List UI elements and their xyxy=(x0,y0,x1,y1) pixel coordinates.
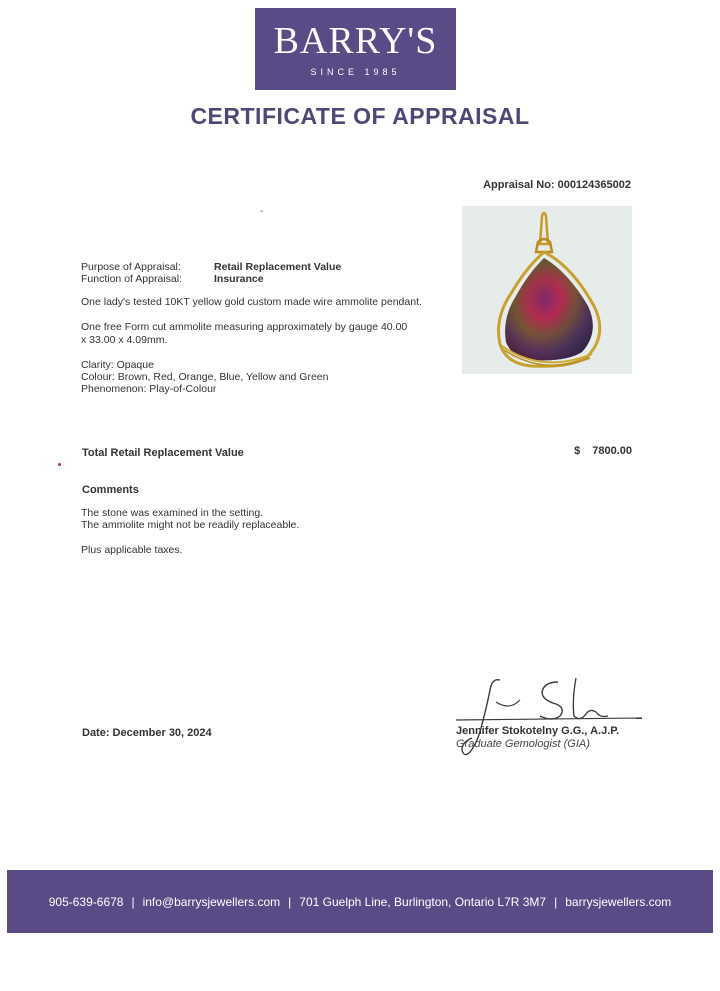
signer-name: Jennifer Stokotelny G.G., A.J.P. xyxy=(456,725,620,737)
signer-title: Graduate Gemologist (GIA) xyxy=(456,738,590,750)
clarity: Clarity: Opaque xyxy=(81,359,154,371)
purpose-label: Purpose of Appraisal: xyxy=(81,261,181,273)
appraisal-date: Date: December 30, 2024 xyxy=(82,727,212,739)
footer-address: 701 Guelph Line, Burlington, Ontario L7R 3M7 xyxy=(299,894,547,909)
page-title: CERTIFICATE OF APPRAISAL xyxy=(190,103,530,129)
footer-bar xyxy=(7,870,713,933)
description-line-2b: x 33.00 x 4.09mm. xyxy=(81,334,168,346)
total-value xyxy=(574,445,632,457)
brand-since: SINCE 1985 xyxy=(310,67,401,77)
colour: Colour: Brown, Red, Orange, Blue, Yellow and Green xyxy=(81,371,329,383)
footer-separator: | xyxy=(554,894,558,909)
comment-line-1: The stone was examined in the setting. xyxy=(81,507,264,519)
function-of-appraisal xyxy=(81,273,264,285)
stray-dash: - xyxy=(260,206,264,217)
comments-heading: Comments xyxy=(82,484,139,496)
brand-name: BARRY'S xyxy=(273,20,438,62)
phenomenon: Phenomenon: Play-of-Colour xyxy=(81,383,217,395)
comment-line-2: The ammolite might not be readily replaceable. xyxy=(81,519,300,531)
footer-email: info@barrysjewellers.com xyxy=(142,894,281,909)
pendant-image xyxy=(462,206,632,374)
total-currency: $ xyxy=(574,445,581,457)
purpose-value: Retail Replacement Value xyxy=(214,261,342,273)
purpose-of-appraisal xyxy=(81,261,341,273)
total-amount: 7800.00 xyxy=(592,445,632,457)
appraisal-number-label: Appraisal No: xyxy=(483,179,555,191)
description-line-2a: One free Form cut ammolite measuring approximately by gauge 40.00 xyxy=(81,321,408,333)
appraisal-number-value: 000124365002 xyxy=(557,179,631,191)
description-line-1: One lady's tested 10KT yellow gold custom made wire ammolite pendant. xyxy=(81,296,422,308)
brand-logo xyxy=(255,8,456,90)
comment-line-3: Plus applicable taxes. xyxy=(81,544,183,556)
function-label: Function of Appraisal: xyxy=(81,273,182,285)
appraisal-number xyxy=(483,179,631,191)
footer-phone: 905-639-6678 xyxy=(48,894,124,909)
footer-separator: | xyxy=(131,894,135,909)
ink-dot xyxy=(58,463,61,466)
function-value: Insurance xyxy=(214,273,264,285)
pendant-photo xyxy=(462,206,632,374)
footer-separator: | xyxy=(288,894,292,909)
footer-website: barrysjewellers.com xyxy=(565,894,672,909)
total-label: Total Retail Replacement Value xyxy=(82,447,244,459)
